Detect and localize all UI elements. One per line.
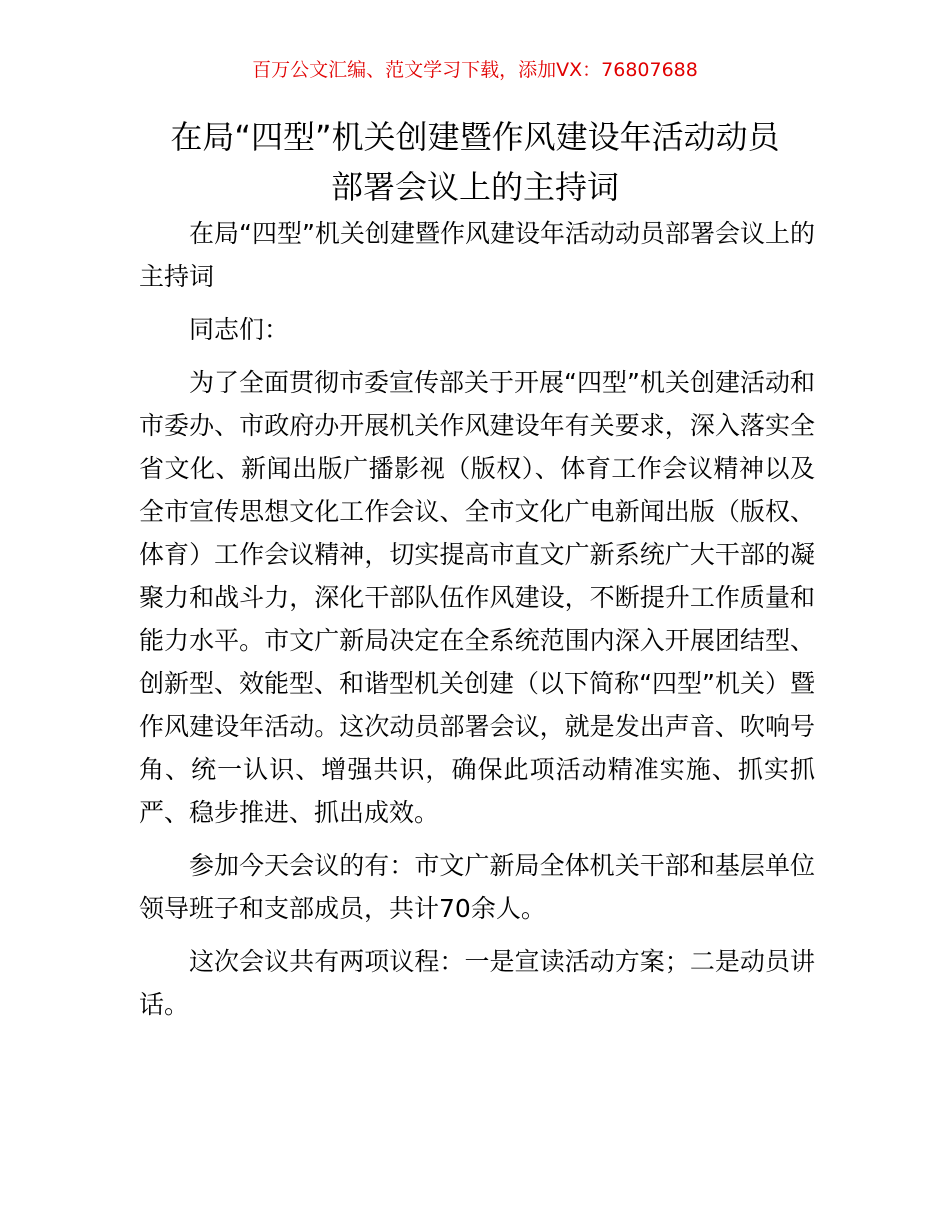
header-banner: 百万公文汇编、范文学习下载，添加VX：76807688 (252, 59, 698, 81)
paragraph-purpose: 为了全面贯彻市委宣传部关于开展“四型”机关创建活动和市委办、市政府办开展机关作风建设年有关要求，深入落实全省文化、新闻出版广播影视（版权）、体育工作会议精神以及全市宣传思想文化工作会议、全市文化广电新闻出版（版权、体育）工作会议精神，切实提高市直文广新系统广大干部的凝聚力和战斗力，深化干部队伍作风建设，不断提升工作质量和能力水平。市文广新局决定在全系统范围内深入开展团结型、创新型、效能型、和谐型机关创建（以下简称“四型”机关）暨作风建设年活动。这次动员部署会议，就是发出声音、吹响号角、统一认识、增强共识，确保此项活动精准实施、抓实抓严、稳步推进、抓出成效。 (139, 368, 815, 827)
paragraph-salutation: 同志们： (189, 315, 290, 344)
document-body (139, 212, 815, 1036)
document-title (100, 112, 850, 212)
paragraph-agenda: 这次会议共有两项议程：一是宣读活动方案；二是动员讲话。 (139, 947, 815, 1019)
paragraph-attendees: 参加今天会议的有：市文广新局全体机关干部和基层单位领导班子和支部成员，共计70余人。 (139, 851, 815, 923)
paragraph-subtitle: 在局“四型”机关创建暨作风建设年活动动员部署会议上的主持词 (139, 219, 815, 291)
document-title-line-1: 在局“四型”机关创建暨作风建设年活动动员 (170, 118, 780, 156)
document-title-line-2: 部署会议上的主持词 (330, 168, 619, 206)
